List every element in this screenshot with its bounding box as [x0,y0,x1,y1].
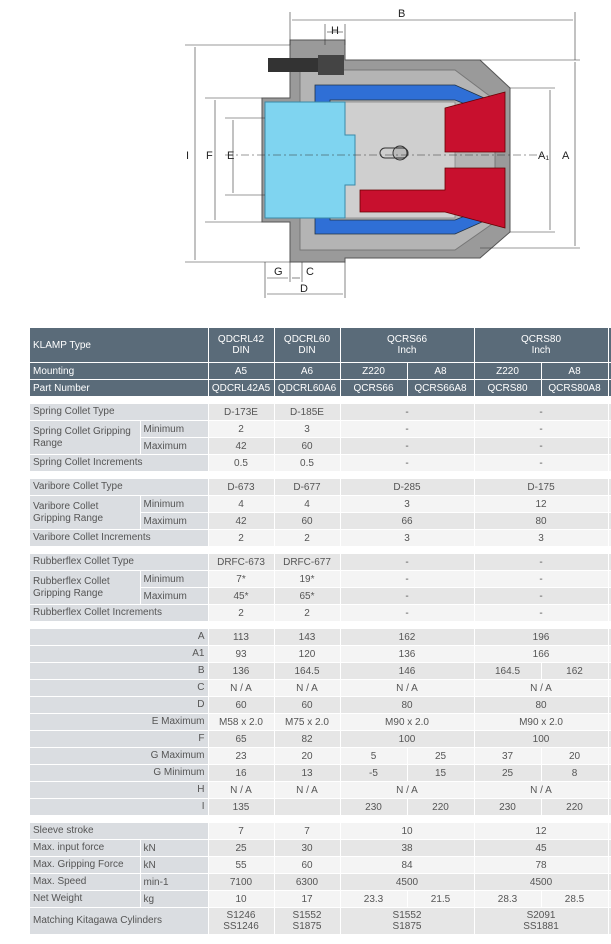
table-row: G Maximum 23 20 5 25 37 20 [30,748,611,765]
label-D: D [300,283,308,295]
table-row: Maximum 45* 65* - - [30,588,611,605]
table-row: Varibore Collet Increments 2 2 3 3 [30,530,611,547]
collet-chuck-drawing [0,0,611,310]
table-row: D 60 60 80 80 [30,697,611,714]
table-row: C N / A N / A N / A N / A [30,680,611,697]
table-row: Sleeve stroke 7 7 10 12 [30,823,611,840]
table-row: Spring Collet Type D-173E D-185E - - [30,404,611,421]
spec-table [30,328,611,935]
table-row: Maximum 42 60 - - [30,438,611,455]
chuck-body [225,40,545,262]
table-row: I 135 230 220 230 220 [30,799,611,816]
label-C: C [306,266,314,278]
table-row: A 113 143 162 196 [30,629,611,646]
table-row: H N / A N / A N / A N / A [30,782,611,799]
table-row: G Minimum 16 13 -5 15 25 8 [30,765,611,782]
label-H: H [331,25,339,37]
model-qdcrl60: QDCRL60 DIN [274,328,340,363]
table-row: Max. Gripping Force kN 55 60 84 78 [30,857,611,874]
label-I: I [186,150,190,162]
table-row: Net Weight kg 10 17 23.3 21.5 28.3 28.5 [30,891,611,908]
table-row: Max. Speed min-1 7100 6300 4500 4500 [30,874,611,891]
model-qcrs80: QCRS80 Inch [474,328,608,363]
header-row-part: Part Number QDCRL42A5 QDCRL60A6 QCRS66 QCRS66A8 QCRS80 QCRS80A8 [30,380,611,397]
klamp-type-label: KLAMP Type [30,328,208,363]
table-row: Spring Collet Increments 0.5 0.5 - - [30,455,611,472]
table-row: Maximum 42 60 66 80 [30,513,611,530]
adapter-flange [265,102,355,218]
table-row: Matching Kitagawa Cylinders S1246 SS1246 S1552 S1875 S1552 S1875 S2091 SS1881 [30,908,611,935]
table-row: Max. input force kN 25 30 38 45 [30,840,611,857]
label-F: F [206,150,213,162]
table-row: Rubberflex Collet Type DRFC-673 DRFC-677 - - [30,554,611,571]
label-G: G [274,266,283,278]
label-A: A [562,150,570,162]
bolt-shaft [268,58,318,72]
header-row-type [30,328,611,363]
table-row: Rubberflex Collet Increments 2 2 - - [30,605,611,622]
label-E: E [227,150,235,162]
table-row: F 65 82 100 100 [30,731,611,748]
label-B: B [398,8,406,20]
table-row: B 136 164.5 146 164.5 162 [30,663,611,680]
model-qcrs66: QCRS66 Inch [340,328,474,363]
table-row: Varibore Collet Gripping Range Minimum 4 4 3 12 [30,496,611,513]
table-row: A1 93 120 136 166 [30,646,611,663]
table-row: Rubberflex Collet Gripping Range Minimum 7* 19* - - [30,571,611,588]
bolt-head [318,55,344,75]
header-row-mounting: Mounting A5 A6 Z220 A8 Z220 A8 [30,363,611,380]
table-row: E Maximum M58 x 2.0 M75 x 2.0 M90 x 2.0 M90 x 2.0 [30,714,611,731]
label-A1: A₁ [538,150,550,162]
table-row: Varibore Collet Type D-673 D-677 D-285 D-175 [30,479,611,496]
model-qdcrl42: QDCRL42 DIN [208,328,274,363]
table-row: Spring Collet Gripping Range Minimum 2 3 - - [30,421,611,438]
